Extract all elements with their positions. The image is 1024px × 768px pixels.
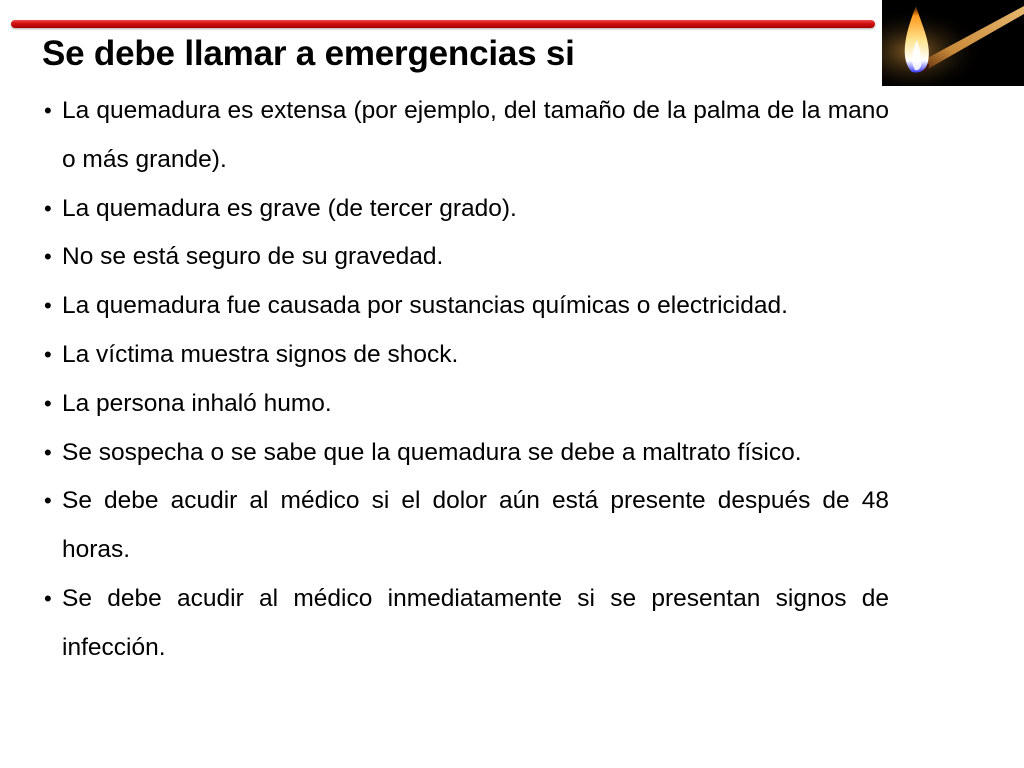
list-item [44,429,889,478]
bullet-icon: • [44,585,52,611]
list-item-text: No se está seguro de su gravedad. [62,243,444,271]
list-item [44,282,889,331]
bullet-icon: • [44,439,52,465]
list-item-text: La quemadura es extensa (por ejemplo, del tamaño de la palma de la mano o más grande). [62,97,889,173]
list-item-text: La víctima muestra signos de shock. [62,340,459,368]
list-item [44,331,889,380]
list-item [44,477,889,575]
bullet-icon: • [44,390,52,416]
slide-title: Se debe llamar a emergencias si [42,34,575,73]
list-item-text: Se debe acudir al médico si el dolor aún está presente después de 48 horas. [62,487,889,564]
bullet-icon: • [44,341,52,367]
list-item-text: La quemadura es grave (de tercer grado). [62,194,517,222]
bullet-icon: • [44,488,52,514]
match-flame-icon [882,0,1024,86]
bullet-icon: • [44,195,52,221]
list-item [44,575,889,673]
bullet-icon: • [44,293,52,319]
list-item-text: Se sospecha o se sabe que la quemadura se debe a maltrato físico. [62,438,802,466]
title-accent-bar [11,20,875,28]
list-item-text: La quemadura fue causada por sustancias químicas o electricidad. [62,292,788,320]
bullet-icon: • [44,244,52,270]
list-item [44,380,889,429]
list-item [44,87,889,185]
burning-match-image [882,0,1024,86]
list-item [44,233,889,282]
bullet-list [44,87,889,673]
bullet-icon: • [44,98,52,123]
list-item [44,185,889,234]
list-item-text: La persona inhaló humo. [62,389,332,417]
list-item-text: Se debe acudir al médico inmediatamente si se presentan signos de infección. [62,584,889,661]
